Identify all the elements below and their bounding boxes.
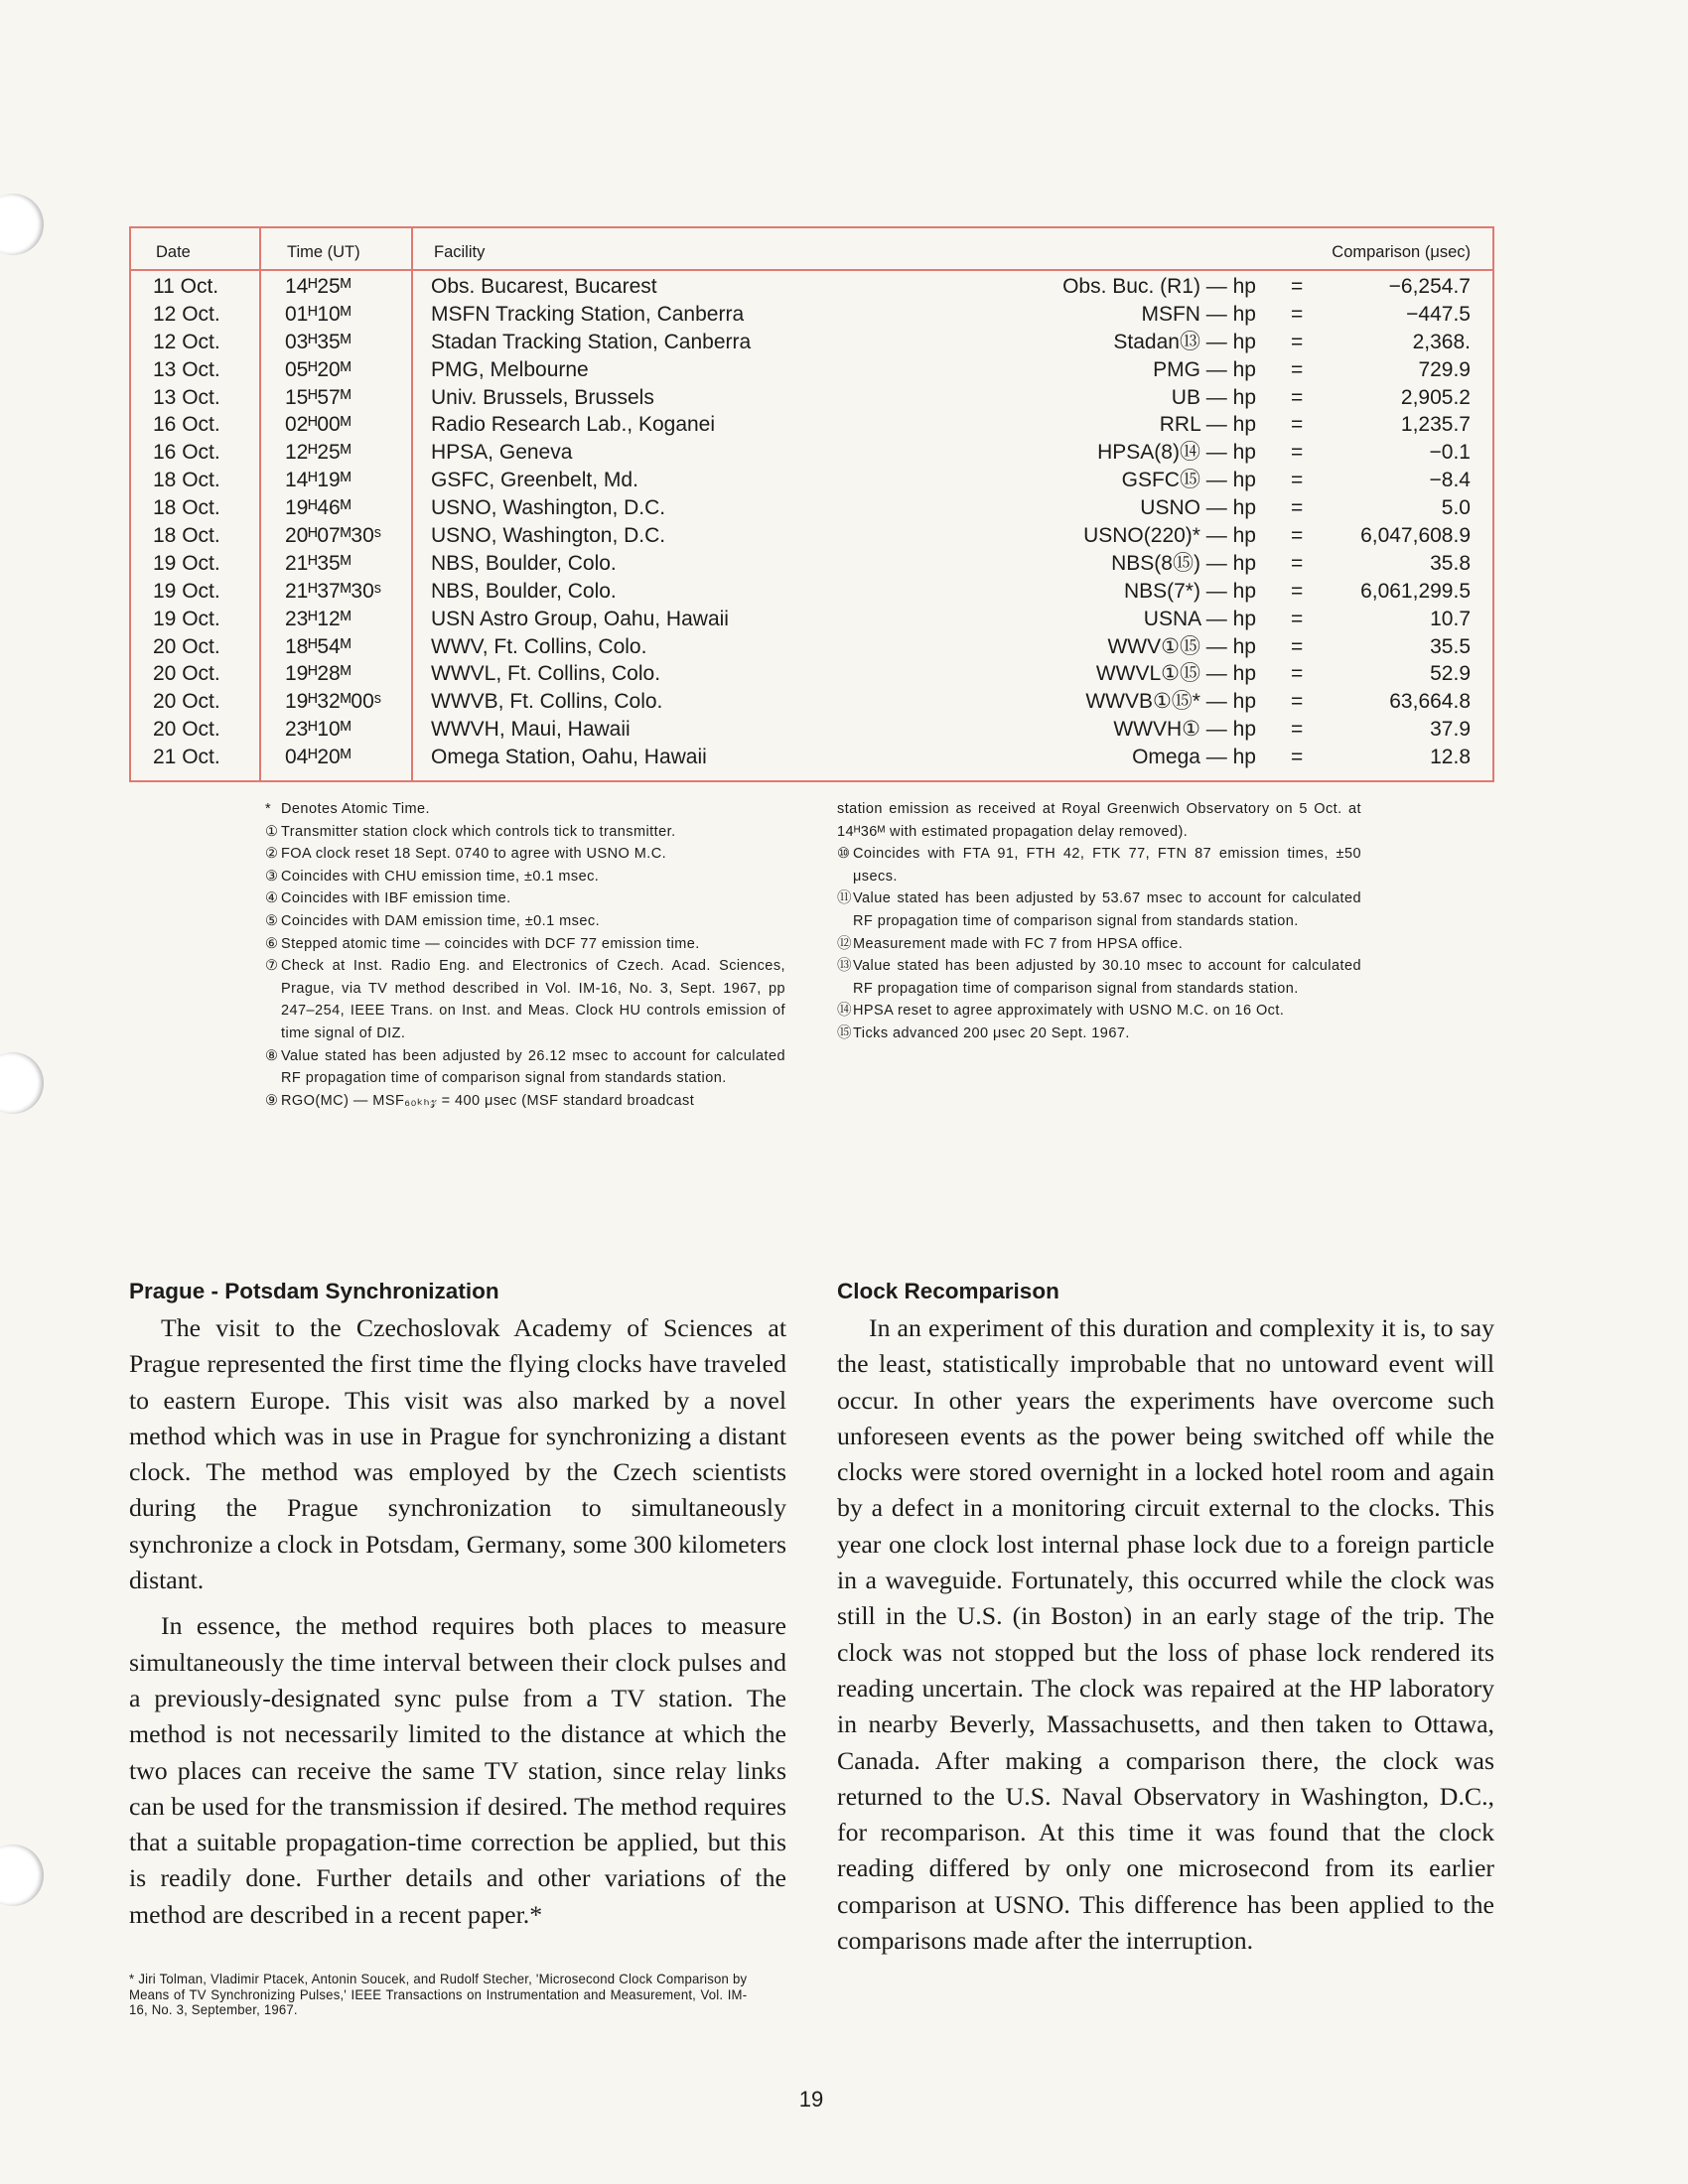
footnote-item xyxy=(837,933,1361,956)
row-equals: = xyxy=(1291,330,1304,353)
row-clock-pair: PMG — hp xyxy=(1153,357,1256,381)
row-date: 12 Oct. xyxy=(153,330,220,353)
section-body-recomparison xyxy=(837,1310,1494,1959)
row-value: 35.8 xyxy=(1430,551,1471,575)
table-row xyxy=(131,411,1492,439)
table-header-rule xyxy=(131,269,1492,271)
row-clock-pair: UB — hp xyxy=(1171,385,1256,409)
row-date: 20 Oct. xyxy=(153,634,220,658)
table-row xyxy=(131,356,1492,384)
row-clock-pair: NBS(8⑮) — hp xyxy=(1111,551,1256,575)
footnote-item xyxy=(265,887,785,910)
row-equals: = xyxy=(1291,607,1304,630)
row-facility: MSFN Tracking Station, Canberra xyxy=(431,302,745,326)
footnotes-left xyxy=(265,798,785,1112)
footnotes-right xyxy=(837,798,1361,1045)
footnote-text: Coincides with CHU emission time, ±0.1 msec. xyxy=(281,868,600,885)
row-equals: = xyxy=(1291,302,1304,326)
row-equals: = xyxy=(1291,662,1304,686)
table-row xyxy=(131,329,1492,356)
footnote-item xyxy=(265,910,785,933)
row-value: 5.0 xyxy=(1441,496,1471,520)
header-comparison: Comparison (μsec) xyxy=(1332,243,1471,261)
row-facility: USN Astro Group, Oahu, Hawaii xyxy=(431,607,729,630)
table-row xyxy=(131,606,1492,633)
row-equals: = xyxy=(1291,385,1304,409)
row-date: 12 Oct. xyxy=(153,302,220,326)
row-time: 05ᴴ20ᴹ xyxy=(285,357,352,381)
row-equals: = xyxy=(1291,496,1304,520)
row-time: 23ᴴ12ᴹ xyxy=(285,607,352,630)
footnote-item xyxy=(265,821,785,844)
row-time: 04ᴴ20ᴹ xyxy=(285,746,352,769)
footnote-item xyxy=(265,933,785,956)
footnote-item xyxy=(837,798,1361,843)
row-time: 03ᴴ35ᴹ xyxy=(285,330,352,353)
row-date: 11 Oct. xyxy=(153,275,219,298)
footnote-marker: ⑮ xyxy=(837,1024,852,1041)
table-row xyxy=(131,716,1492,744)
row-equals: = xyxy=(1291,579,1304,603)
row-equals: = xyxy=(1291,469,1304,492)
paragraph: In essence, the method requires both places to measure simultaneously the time interval between their clock pulses and a previously-designated sync pulse from a TV station. The method is not necessarily limited to the distance at which the two places can receive the same TV station, since relay links can be used for the transmission if desired. The method requires that a suitable propagation-time correction be applied, but this is readily done. Further details and other variations of the method are described in a recent paper.* xyxy=(129,1611,786,1929)
table-row xyxy=(131,578,1492,606)
footnote-text: Value stated has been adjusted by 26.12 msec to account for calculated RF propagation time of comparison signal from standards station. xyxy=(281,1047,785,1087)
row-value: −447.5 xyxy=(1406,302,1471,326)
row-value: 1,235.7 xyxy=(1400,413,1471,437)
row-clock-pair: MSFN — hp xyxy=(1141,302,1256,326)
row-facility: Univ. Brussels, Brussels xyxy=(431,385,654,409)
row-facility: PMG, Melbourne xyxy=(431,357,589,381)
footnote-item xyxy=(265,1045,785,1090)
footnote-text: Check at Inst. Radio Eng. and Electronics of Czech. Acad. Sciences, Prague, via TV method described in Vol. IM-16, No. 3, Sept. 1967, pp 247–254, IEEE Trans. on Inst. and Meas. Clock HU controls emission of time signal of DIZ. xyxy=(281,958,785,1041)
footnote-marker: ⑤ xyxy=(265,912,279,929)
table-row xyxy=(131,660,1492,688)
row-facility: NBS, Boulder, Colo. xyxy=(431,551,617,575)
paragraph: In an experiment of this duration and complexity it is, to say the least, statistically improbable that no untoward event will occur. In other years the experiments have overcome such unforeseen events as the power being switched off while the clocks were stored overnight in a locked hotel room and again by a defect in a monitoring circuit external to the clocks. This year one clock lost internal phase lock due to a foreign particle in a waveguide. Fortunately, this occurred while the clock was still in the U.S. (in Boston) in an early stage of the trip. The clock was not stopped but the loss of phase lock rendered its reading uncertain. The clock was repaired at the HP laboratory in nearby Beverly, Massachusetts, and then taken to Ottawa, Canada. After making a comparison there, the clock was returned to the U.S. Naval Observatory in Washington, D.C., for recomparison. At this time it was found that the clock reading differed by only one microsecond from its earlier comparison at USNO. This difference has been applied to the comparisons made after the interruption. xyxy=(837,1313,1494,1956)
table-row xyxy=(131,301,1492,329)
row-equals: = xyxy=(1291,718,1304,742)
footnote-marker: ⑭ xyxy=(837,1003,852,1020)
footnote-marker: ⑫ xyxy=(837,935,852,952)
row-facility: GSFC, Greenbelt, Md. xyxy=(431,469,638,492)
footnote-marker: ⑧ xyxy=(265,1047,279,1064)
table-row xyxy=(131,384,1492,412)
row-date: 19 Oct. xyxy=(153,579,220,603)
table-row xyxy=(131,522,1492,550)
footnote-item xyxy=(265,1090,785,1113)
page-number: 19 xyxy=(798,2087,824,2112)
footnote-item xyxy=(837,1023,1361,1045)
table-row xyxy=(131,688,1492,716)
table-row xyxy=(131,494,1492,522)
row-facility: USNO, Washington, D.C. xyxy=(431,524,666,548)
footnote-marker: ⑩ xyxy=(837,846,851,863)
row-time: 02ᴴ00ᴹ xyxy=(285,413,352,437)
footnote-text: station emission as received at Royal Greenwich Observatory on 5 Oct. at 14ᴴ36ᴹ with estimated propagation delay removed). xyxy=(837,801,1361,840)
table-row xyxy=(131,467,1492,494)
row-equals: = xyxy=(1291,441,1304,465)
row-clock-pair: NBS(7*) — hp xyxy=(1123,579,1256,603)
row-value: 2,368. xyxy=(1412,330,1471,353)
row-facility: Obs. Bucarest, Bucarest xyxy=(431,275,657,298)
row-value: 10.7 xyxy=(1430,607,1471,630)
row-date: 19 Oct. xyxy=(153,551,220,575)
row-equals: = xyxy=(1291,413,1304,437)
row-time: 14ᴴ19ᴹ xyxy=(285,469,352,492)
row-time: 19ᴴ32ᴹ00ˢ xyxy=(285,690,381,714)
section-heading-prague: Prague - Potsdam Synchronization xyxy=(129,1279,499,1303)
footnote-text: Value stated has been adjusted by 30.10 msec to account for calculated RF propagation time of comparison signal from standards station. xyxy=(853,958,1361,997)
row-time: 18ᴴ54ᴹ xyxy=(285,634,352,658)
punch-hole-middle xyxy=(0,1052,44,1114)
row-facility: Omega Station, Oahu, Hawaii xyxy=(431,746,707,769)
row-facility: HPSA, Geneva xyxy=(431,441,573,465)
row-value: 729.9 xyxy=(1418,357,1471,381)
row-value: 6,047,608.9 xyxy=(1360,524,1471,548)
header-facility: Facility xyxy=(434,243,486,261)
row-facility: NBS, Boulder, Colo. xyxy=(431,579,617,603)
row-date: 18 Oct. xyxy=(153,496,220,520)
row-value: 2,905.2 xyxy=(1400,385,1471,409)
row-facility: WWVL, Ft. Collins, Colo. xyxy=(431,662,661,686)
punch-hole-top xyxy=(0,194,44,255)
header-time: Time (UT) xyxy=(287,243,360,261)
row-time: 21ᴴ37ᴹ30ˢ xyxy=(285,579,381,603)
table-row xyxy=(131,550,1492,578)
footnote-marker: ④ xyxy=(265,890,279,907)
footnote-text: Measurement made with FC 7 from HPSA office. xyxy=(853,935,1184,952)
row-clock-pair: WWVB①⑮* — hp xyxy=(1085,690,1256,714)
footnote-marker: ⑬ xyxy=(837,958,852,975)
row-date: 20 Oct. xyxy=(153,718,220,742)
row-date: 16 Oct. xyxy=(153,413,220,437)
row-date: 21 Oct. xyxy=(153,746,220,769)
footnote-marker: ③ xyxy=(265,868,279,885)
footnote-text: Denotes Atomic Time. xyxy=(281,801,431,817)
footnote-text: RGO(MC) — MSF₆₀ₖₕ𝓏 = 400 μsec (MSF standard broadcast xyxy=(281,1092,695,1109)
row-time: 20ᴴ07ᴹ30ˢ xyxy=(285,524,381,548)
row-value: 63,664.8 xyxy=(1389,690,1471,714)
footnote-marker: ⑨ xyxy=(265,1092,279,1109)
footnote-marker: ⑪ xyxy=(837,890,852,907)
row-time: 19ᴴ46ᴹ xyxy=(285,496,352,520)
footnote-item xyxy=(265,843,785,866)
footnote-item xyxy=(265,866,785,888)
row-date: 13 Oct. xyxy=(153,357,220,381)
row-equals: = xyxy=(1291,551,1304,575)
footnote-text: Coincides with DAM emission time, ±0.1 msec. xyxy=(281,912,601,929)
footnote-item xyxy=(837,843,1361,887)
row-facility: WWV, Ft. Collins, Colo. xyxy=(431,634,647,658)
footnote-item xyxy=(265,798,785,821)
row-time: 21ᴴ35ᴹ xyxy=(285,551,352,575)
row-clock-pair: RRL — hp xyxy=(1159,413,1256,437)
row-time: 14ᴴ25ᴹ xyxy=(285,275,352,298)
row-equals: = xyxy=(1291,524,1304,548)
footnote-marker: * xyxy=(265,801,272,817)
footnote-item xyxy=(265,955,785,1044)
footnote-text: HPSA reset to agree approximately with USNO M.C. on 16 Oct. xyxy=(853,1003,1285,1020)
footnote-marker: ① xyxy=(265,823,279,840)
row-equals: = xyxy=(1291,275,1304,298)
row-value: 52.9 xyxy=(1430,662,1471,686)
header-date: Date xyxy=(156,243,191,261)
row-value: 37.9 xyxy=(1430,718,1471,742)
footnote-marker: ② xyxy=(265,846,279,863)
row-clock-pair: Obs. Buc. (R1) — hp xyxy=(1062,275,1256,298)
row-date: 19 Oct. xyxy=(153,607,220,630)
footnote-text: Transmitter station clock which controls tick to transmitter. xyxy=(281,823,676,840)
footnote-text: Coincides with IBF emission time. xyxy=(281,890,511,907)
row-time: 01ᴴ10ᴹ xyxy=(285,302,352,326)
footnote-text: Stepped atomic time — coincides with DCF 77 emission time. xyxy=(281,935,700,952)
row-clock-pair: HPSA(8)⑭ — hp xyxy=(1097,441,1256,465)
row-facility: WWVB, Ft. Collins, Colo. xyxy=(431,690,663,714)
row-date: 18 Oct. xyxy=(153,524,220,548)
footnote-text: Coincides with FTA 91, FTH 42, FTK 77, FTN 87 emission times, ±50 μsecs. xyxy=(853,846,1361,885)
punch-hole-bottom xyxy=(0,1844,44,1906)
row-value: 12.8 xyxy=(1430,746,1471,769)
footnote-marker: ⑦ xyxy=(265,958,279,975)
row-time: 19ᴴ28ᴹ xyxy=(285,662,352,686)
row-facility: Radio Research Lab., Koganei xyxy=(431,413,716,437)
row-clock-pair: USNA — hp xyxy=(1143,607,1256,630)
row-facility: USNO, Washington, D.C. xyxy=(431,496,666,520)
table-row xyxy=(131,633,1492,661)
row-clock-pair: GSFC⑮ — hp xyxy=(1121,469,1256,492)
table-row xyxy=(131,439,1492,467)
row-equals: = xyxy=(1291,634,1304,658)
table-body xyxy=(131,273,1492,771)
row-clock-pair: USNO(220)* — hp xyxy=(1083,524,1256,548)
row-clock-pair: Omega — hp xyxy=(1132,746,1256,769)
row-equals: = xyxy=(1291,357,1304,381)
section-heading-recomparison: Clock Recomparison xyxy=(837,1279,1059,1303)
row-value: 35.5 xyxy=(1430,634,1471,658)
row-date: 20 Oct. xyxy=(153,690,220,714)
row-value: 6,061,299.5 xyxy=(1360,579,1471,603)
row-date: 18 Oct. xyxy=(153,469,220,492)
row-clock-pair: WWV①⑮ — hp xyxy=(1107,634,1256,658)
row-facility: Stadan Tracking Station, Canberra xyxy=(431,330,752,353)
footnote-item xyxy=(837,955,1361,1000)
row-time: 15ᴴ57ᴹ xyxy=(285,385,352,409)
row-value: −8.4 xyxy=(1429,469,1471,492)
row-facility: WWVH, Maui, Hawaii xyxy=(431,718,631,742)
table-row xyxy=(131,273,1492,301)
row-equals: = xyxy=(1291,690,1304,714)
footnote-marker: ⑥ xyxy=(265,935,279,952)
footnote-item xyxy=(837,1000,1361,1023)
row-clock-pair: WWVH① — hp xyxy=(1113,718,1256,742)
table-row xyxy=(131,744,1492,771)
clock-comparison-table xyxy=(129,226,1494,782)
row-time: 23ᴴ10ᴹ xyxy=(285,718,352,742)
row-clock-pair: Stadan⑬ — hp xyxy=(1113,330,1256,353)
footnote-text: Ticks advanced 200 μsec 20 Sept. 1967. xyxy=(853,1024,1130,1041)
row-equals: = xyxy=(1291,746,1304,769)
section-body-prague xyxy=(129,1310,786,1933)
footnote-item xyxy=(837,887,1361,932)
row-clock-pair: USNO — hp xyxy=(1140,496,1256,520)
footnote-text: FOA clock reset 18 Sept. 0740 to agree with USNO M.C. xyxy=(281,846,667,863)
row-time: 12ᴴ25ᴹ xyxy=(285,441,352,465)
row-clock-pair: WWVL①⑮ — hp xyxy=(1095,662,1256,686)
row-date: 16 Oct. xyxy=(153,441,220,465)
footnote-text: Value stated has been adjusted by 53.67 msec to account for calculated RF propagation time of comparison signal from standards station. xyxy=(853,890,1361,929)
row-value: −0.1 xyxy=(1429,441,1471,465)
row-date: 13 Oct. xyxy=(153,385,220,409)
row-value: −6,254.7 xyxy=(1388,275,1471,298)
paragraph: The visit to the Czechoslovak Academy of Sciences at Prague represented the first time the flying clocks have traveled to eastern Europe. This visit was also marked by a novel method which was in use in Prague for synchronizing a distant clock. The method was employed by the Czech scientists during the Prague synchronization to simultaneously synchronize a clock in Potsdam, Germany, some 300 kilometers distant. xyxy=(129,1313,786,1595)
row-date: 20 Oct. xyxy=(153,662,220,686)
reference-footnote: * Jiri Tolman, Vladimir Ptacek, Antonin Soucek, and Rudolf Stecher, 'Microsecond Clock Comparison by Means of TV Synchronizing Pulses,' IEEE Transactions on Instrumentation and Measurement, Vol. IM-16, No. 3, September, 1967. xyxy=(129,1971,748,2017)
